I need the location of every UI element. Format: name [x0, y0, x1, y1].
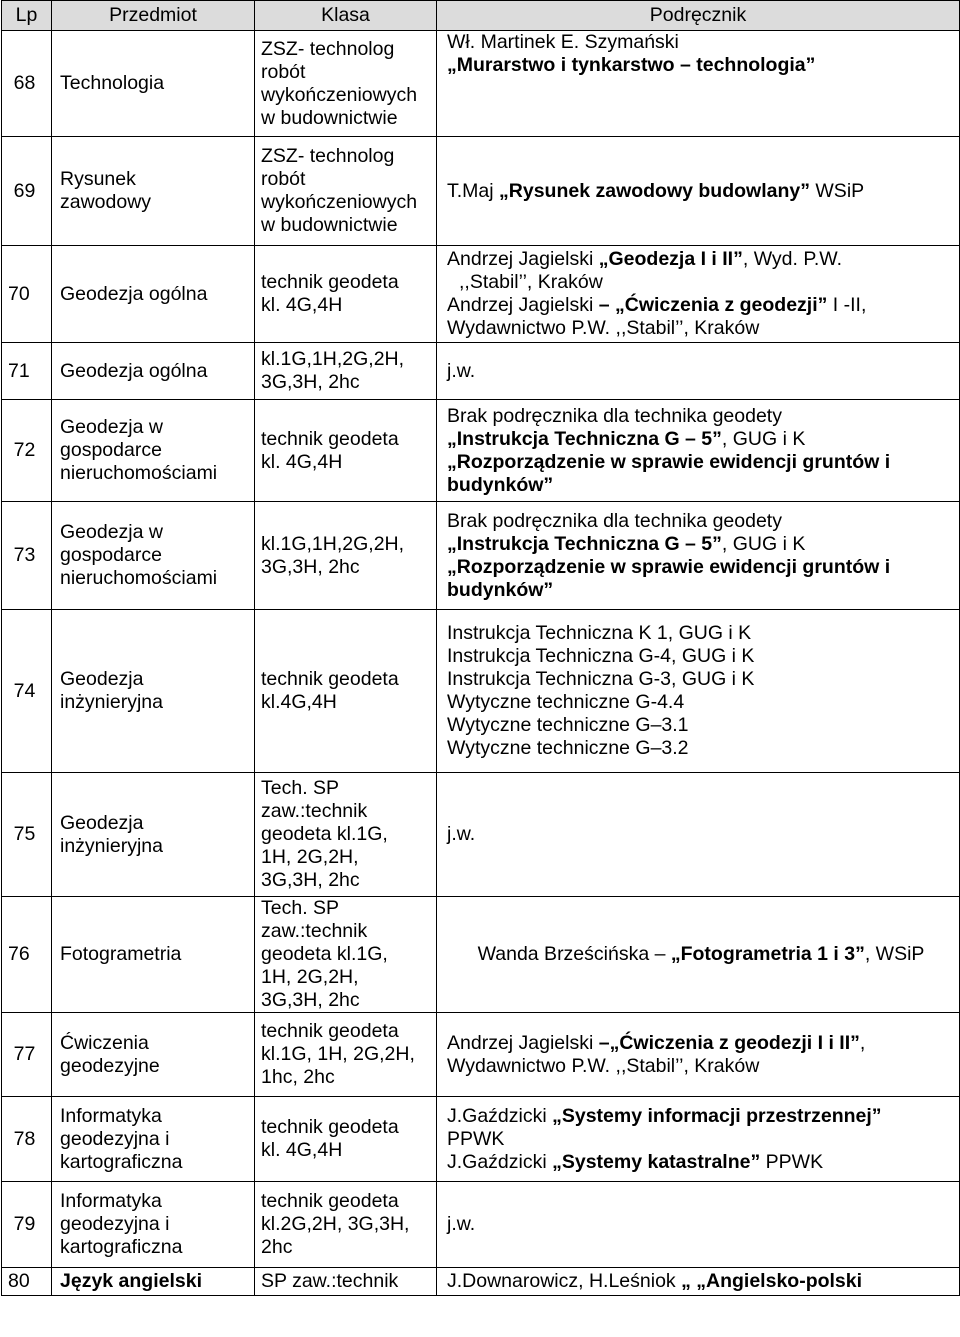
subject-line: gospodarce [60, 544, 162, 566]
textbook-line [447, 691, 955, 714]
class-cell [255, 343, 437, 400]
class-line: zaw.:technik [261, 800, 368, 822]
textbook-line [447, 31, 955, 54]
class-line: 1H, 2G,2H, [261, 966, 359, 988]
textbook-line [447, 737, 955, 760]
table-row [2, 897, 960, 1013]
class-line: wykończeniowych [261, 191, 418, 213]
subject-line: Geodezja [60, 811, 144, 834]
table-row [2, 246, 960, 343]
textbook-text: J.Downarowicz, H.Leśniok [447, 1270, 682, 1292]
textbook-cell [437, 343, 960, 400]
class-line: technik geodeta [261, 427, 399, 450]
subject-line: geodezyjna i [60, 1127, 170, 1150]
row-number: 80 [2, 1268, 52, 1296]
textbook-cell [437, 773, 960, 897]
textbook-cell [437, 246, 960, 343]
textbook-line [447, 1055, 955, 1078]
textbook-line [447, 1270, 955, 1293]
subject-cell [52, 1182, 255, 1268]
class-line: wykończeniowych [261, 83, 418, 106]
class-line: kl. 4G,4H [261, 450, 343, 473]
textbook-line [447, 622, 955, 645]
subject-line: Fotogrametria [60, 943, 182, 965]
textbook-title: „Rozporządzenie w sprawie ewidencji gruntów i [447, 450, 891, 473]
textbook-cell [437, 897, 960, 1013]
textbook-line [447, 510, 955, 533]
textbook-title: „Rysunek zawodowy budowlany” [499, 179, 810, 202]
class-line: robót [261, 168, 306, 190]
textbook-line [447, 714, 955, 737]
class-cell [255, 400, 437, 502]
class-cell [255, 610, 437, 773]
textbook-text: Andrzej Jagielski [447, 1031, 599, 1054]
class-line: ZSZ- technolog [261, 37, 395, 60]
subject-cell [52, 400, 255, 502]
textbook-text: , Wyd. P.W. [742, 248, 843, 270]
textbook-cell [437, 610, 960, 773]
subject-line: nieruchomościami [60, 462, 218, 484]
subject-cell [52, 1013, 255, 1097]
textbook-line [447, 405, 955, 428]
class-line: robót [261, 60, 306, 83]
class-line: kl.1G, 1H, 2G,2H, [261, 1043, 415, 1065]
class-cell [255, 897, 437, 1013]
textbook-line [447, 579, 955, 602]
textbook-line [447, 1128, 955, 1151]
row-number: 74 [2, 610, 52, 773]
textbook-cell [437, 1182, 960, 1268]
subject-line: geodezyjna i [60, 1213, 170, 1235]
class-cell [255, 31, 437, 137]
textbook-text: I -II, [827, 294, 867, 316]
class-line: technik geodeta [261, 1190, 399, 1212]
subject-line: inżynieryjna [60, 691, 163, 713]
table-row [2, 1097, 960, 1182]
textbook-line [447, 294, 955, 317]
textbook-line [447, 180, 955, 203]
class-line: technik geodeta [261, 1116, 399, 1138]
row-number: 73 [2, 502, 52, 610]
textbook-text: Instrukcja Techniczna G-3, GUG i K [447, 668, 755, 690]
textbook-text: , GUG i K [721, 427, 806, 450]
subject-line: geodezyjne [60, 1054, 160, 1077]
textbook-line [447, 248, 955, 271]
textbook-cell [437, 400, 960, 502]
textbook-line [447, 474, 955, 497]
textbook-line [447, 451, 955, 474]
subject-cell [52, 246, 255, 343]
row-number: 75 [2, 773, 52, 897]
row-number: 69 [2, 137, 52, 246]
table-row [2, 31, 960, 137]
textbook-text: Instrukcja Techniczna G-4, GUG i K [447, 645, 755, 667]
class-cell [255, 1182, 437, 1268]
subject-line: Geodezja ogólna [60, 359, 208, 382]
textbook-text: Wł. Martinek E. Szymański [447, 31, 679, 53]
subject-line: gospodarce [60, 439, 162, 461]
class-line: technik geodeta [261, 1020, 399, 1042]
textbook-cell [437, 1097, 960, 1182]
subject-cell [52, 1097, 255, 1182]
subject-cell [52, 610, 255, 773]
textbook-text: Instrukcja Techniczna K 1, GUG i K [447, 622, 752, 644]
row-number: 76 [2, 897, 52, 1013]
header-lp: Lp [2, 1, 52, 31]
class-line: 3G,3H, 2hc [261, 555, 360, 578]
textbook-line [447, 1032, 955, 1055]
textbook-text: Wydawnictwo P.W. ,,Stabil’’, Kraków [447, 317, 760, 339]
subject-line: Technologia [60, 72, 165, 94]
textbook-text: Brak podręcznika dla technika geodety [447, 509, 782, 532]
class-line: w budownictwie [261, 214, 398, 236]
textbook-line [447, 943, 955, 966]
textbook-text: Wytyczne techniczne G–3.1 [447, 714, 689, 736]
textbook-title: „Geodezja I i II” [598, 248, 743, 270]
textbook-line [447, 668, 955, 691]
textbook-title: – „Ćwiczenia z geodezji” [598, 294, 828, 316]
textbook-text: , GUG i K [721, 532, 806, 555]
textbook-title: „Systemy informacji przestrzennej” [552, 1104, 882, 1127]
class-cell [255, 137, 437, 246]
class-line: 1H, 2G,2H, [261, 846, 359, 868]
textbook-text: T.Maj [447, 179, 500, 202]
table-row [2, 773, 960, 897]
subject-line: Geodezja ogólna [60, 282, 208, 305]
table-row [2, 1268, 960, 1296]
subject-line: Język angielski [60, 1270, 203, 1292]
subject-cell [52, 502, 255, 610]
textbook-text: Wytyczne techniczne G–3.2 [447, 737, 689, 759]
subject-line: kartograficzna [60, 1236, 183, 1258]
textbook-title: „Instrukcja Techniczna G – 5” [447, 427, 722, 450]
class-line: kl.1G,1H,2G,2H, [261, 348, 405, 370]
textbook-title: „Instrukcja Techniczna G – 5” [447, 532, 722, 555]
textbook-title: „Fotogrametria 1 i 3” [670, 943, 865, 965]
subject-cell [52, 31, 255, 137]
subject-line: Informatyka [60, 1104, 162, 1127]
textbook-line [447, 271, 955, 294]
subject-line: nieruchomościami [60, 567, 218, 589]
class-line: Tech. SP [261, 777, 340, 799]
subject-line: zawodowy [60, 191, 152, 213]
class-line: w budownictwie [261, 106, 398, 129]
textbook-line [447, 645, 955, 668]
table-row [2, 610, 960, 773]
class-line: geodeta kl.1G, [261, 943, 388, 965]
textbook-text: j.w. [447, 359, 476, 382]
textbook-line [447, 317, 955, 340]
textbook-text: PPWK [760, 1150, 824, 1173]
textbook-text: PPWK [447, 1127, 505, 1150]
class-line: 2hc [261, 1236, 293, 1258]
row-number: 78 [2, 1097, 52, 1182]
textbook-title: –„Ćwiczenia z geodezji I i II” [598, 1031, 860, 1054]
textbook-cell [437, 502, 960, 610]
header-subject: Przedmiot [52, 1, 255, 31]
textbook-text: j.w. [447, 1213, 476, 1235]
textbook-text: Wydawnictwo P.W. ,,Stabil’’, Kraków [447, 1054, 760, 1077]
subject-line: Informatyka [60, 1190, 162, 1212]
table-row [2, 137, 960, 246]
row-number: 70 [2, 246, 52, 343]
textbook-text: , WSiP [864, 943, 925, 965]
textbook-line [447, 1213, 955, 1236]
class-line: 3G,3H, 2hc [261, 371, 360, 393]
textbook-text: j.w. [447, 823, 476, 845]
class-line: zaw.:technik [261, 920, 368, 942]
table-row [2, 343, 960, 400]
subject-cell [52, 137, 255, 246]
table-row [2, 502, 960, 610]
header-book: Podręcznik [437, 1, 960, 31]
class-line: kl. 4G,4H [261, 1139, 343, 1161]
class-line: kl.4G,4H [261, 691, 337, 713]
class-cell [255, 502, 437, 610]
class-cell [255, 1097, 437, 1182]
textbook-text: Wytyczne techniczne G-4.4 [447, 691, 685, 713]
class-line: 3G,3H, 2hc [261, 989, 360, 1011]
textbook-cell [437, 1268, 960, 1296]
subject-line: Rysunek [60, 168, 136, 190]
textbook-cell [437, 1013, 960, 1097]
class-line: kl. 4G,4H [261, 294, 343, 316]
class-line: SP zaw.:technik [261, 1270, 399, 1292]
class-line: geodeta kl.1G, [261, 823, 388, 845]
textbook-title: budynków” [447, 473, 554, 496]
textbook-line [447, 1151, 955, 1174]
row-number: 72 [2, 400, 52, 502]
textbook-title: „Systemy katastralne” [552, 1150, 761, 1173]
textbook-title: budynków” [447, 578, 554, 601]
header-class: Klasa [255, 1, 437, 31]
class-cell [255, 773, 437, 897]
subject-cell [52, 773, 255, 897]
textbook-text: Andrzej Jagielski [447, 294, 599, 316]
subject-cell [52, 897, 255, 1013]
subject-line: Ćwiczenia [60, 1031, 149, 1054]
textbook-title: „ „Angielsko-polski [681, 1270, 863, 1292]
table-row [2, 400, 960, 502]
table-row [2, 1182, 960, 1268]
class-line: 1hc, 2hc [261, 1066, 335, 1088]
textbook-title: „Murarstwo i tynkarstwo – technologia” [447, 54, 816, 76]
textbook-text: J.Gaździcki [447, 1104, 553, 1127]
row-number: 68 [2, 31, 52, 137]
header-row [2, 1, 960, 31]
class-line: technik geodeta [261, 668, 399, 690]
textbook-line [447, 428, 955, 451]
textbook-text: , [859, 1031, 866, 1054]
subject-line: inżynieryjna [60, 834, 163, 857]
class-line: kl.1G,1H,2G,2H, [261, 532, 405, 555]
textbook-line [447, 360, 955, 383]
class-line: Tech. SP [261, 897, 340, 919]
textbook-text: ,,Stabil’’, Kraków [459, 271, 603, 293]
subject-line: kartograficzna [60, 1150, 183, 1173]
textbook-text: WSiP [809, 179, 865, 202]
class-cell [255, 246, 437, 343]
textbook-line [447, 1105, 955, 1128]
textbook-title: „Rozporządzenie w sprawie ewidencji gruntów i [447, 555, 891, 578]
class-cell [255, 1268, 437, 1296]
class-line: kl.2G,2H, 3G,3H, [261, 1213, 410, 1235]
row-number: 79 [2, 1182, 52, 1268]
subject-cell [52, 343, 255, 400]
class-line: 3G,3H, 2hc [261, 869, 360, 891]
textbook-table [1, 0, 960, 1296]
textbook-cell [437, 31, 960, 137]
textbook-line [447, 556, 955, 579]
textbook-text: Wanda Brześcińska – [477, 943, 671, 965]
textbook-text: J.Gaździcki [447, 1150, 553, 1173]
textbook-cell [437, 137, 960, 246]
class-line: ZSZ- technolog [261, 145, 395, 167]
class-line: technik geodeta [261, 271, 399, 293]
row-number: 71 [2, 343, 52, 400]
textbook-text: Andrzej Jagielski [447, 248, 599, 270]
textbook-line [447, 823, 955, 846]
subject-line: Geodezja w [60, 416, 163, 438]
row-number: 77 [2, 1013, 52, 1097]
subject-line: Geodezja [60, 668, 144, 690]
subject-line: Geodezja w [60, 521, 163, 543]
textbook-line [447, 54, 955, 77]
table-row [2, 1013, 960, 1097]
textbook-text: Brak podręcznika dla technika geodety [447, 404, 782, 427]
textbook-line [447, 533, 955, 556]
class-cell [255, 1013, 437, 1097]
subject-cell [52, 1268, 255, 1296]
